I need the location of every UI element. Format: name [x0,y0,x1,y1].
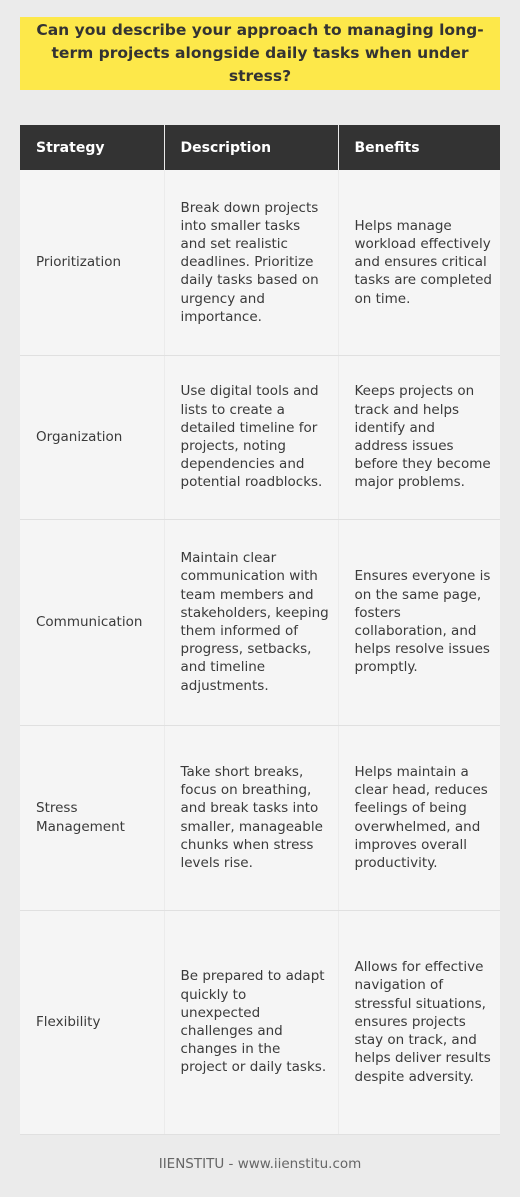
cell-description: Break down projects into smaller tasks and set realistic deadlines. Prioritize daily tasks based on urgency and importance. [164,170,338,355]
cell-description: Use digital tools and lists to create a detailed timeline for projects, noting dependencies and potential roadblocks. [164,355,338,519]
table-row [20,355,500,519]
cell-benefits: Ensures everyone is on the same page, fosters collaboration, and helps resolve issues promptly. [338,519,500,725]
cell-benefits: Keeps projects on track and helps identify and address issues before they become major problems. [338,355,500,519]
strategy-table [20,125,500,1135]
table-row [20,519,500,725]
cell-description: Be prepared to adapt quickly to unexpected challenges and changes in the project or daily tasks. [164,910,338,1134]
cell-strategy: Communication [20,519,164,725]
cell-benefits: Helps manage workload effectively and ensures critical tasks are completed on time. [338,170,500,355]
cell-benefits: Allows for effective navigation of stressful situations, ensures projects stay on track, and helps deliver results despite adversity. [338,910,500,1134]
cell-strategy: Flexibility [20,910,164,1134]
header-benefits: Benefits [354,139,420,156]
footer-credit: IIENSTITU - www.iienstitu.com [158,1156,362,1172]
cell-benefits: Helps maintain a clear head, reduces feelings of being overwhelmed, and improves overall productivity. [338,725,500,910]
cell-strategy: Organization [20,355,164,519]
header-strategy: Strategy [20,125,164,170]
table-row [20,170,500,355]
cell-strategy: Stress Management [20,725,164,910]
table-row [20,910,500,1134]
cell-strategy: Prioritization [20,170,164,355]
page-title: Can you describe your approach to managing long-term projects alongside daily tasks when under stress? [36,21,484,85]
table-header-row [20,125,500,170]
title-banner [20,17,500,90]
table-row [20,725,500,910]
header-description: Description [164,125,338,170]
cell-description: Maintain clear communication with team members and stakeholders, keeping them informed of progress, setbacks, and timeline adjustments. [164,519,338,725]
cell-description: Take short breaks, focus on breathing, and break tasks into smaller, manageable chunks when stress levels rise. [164,725,338,910]
